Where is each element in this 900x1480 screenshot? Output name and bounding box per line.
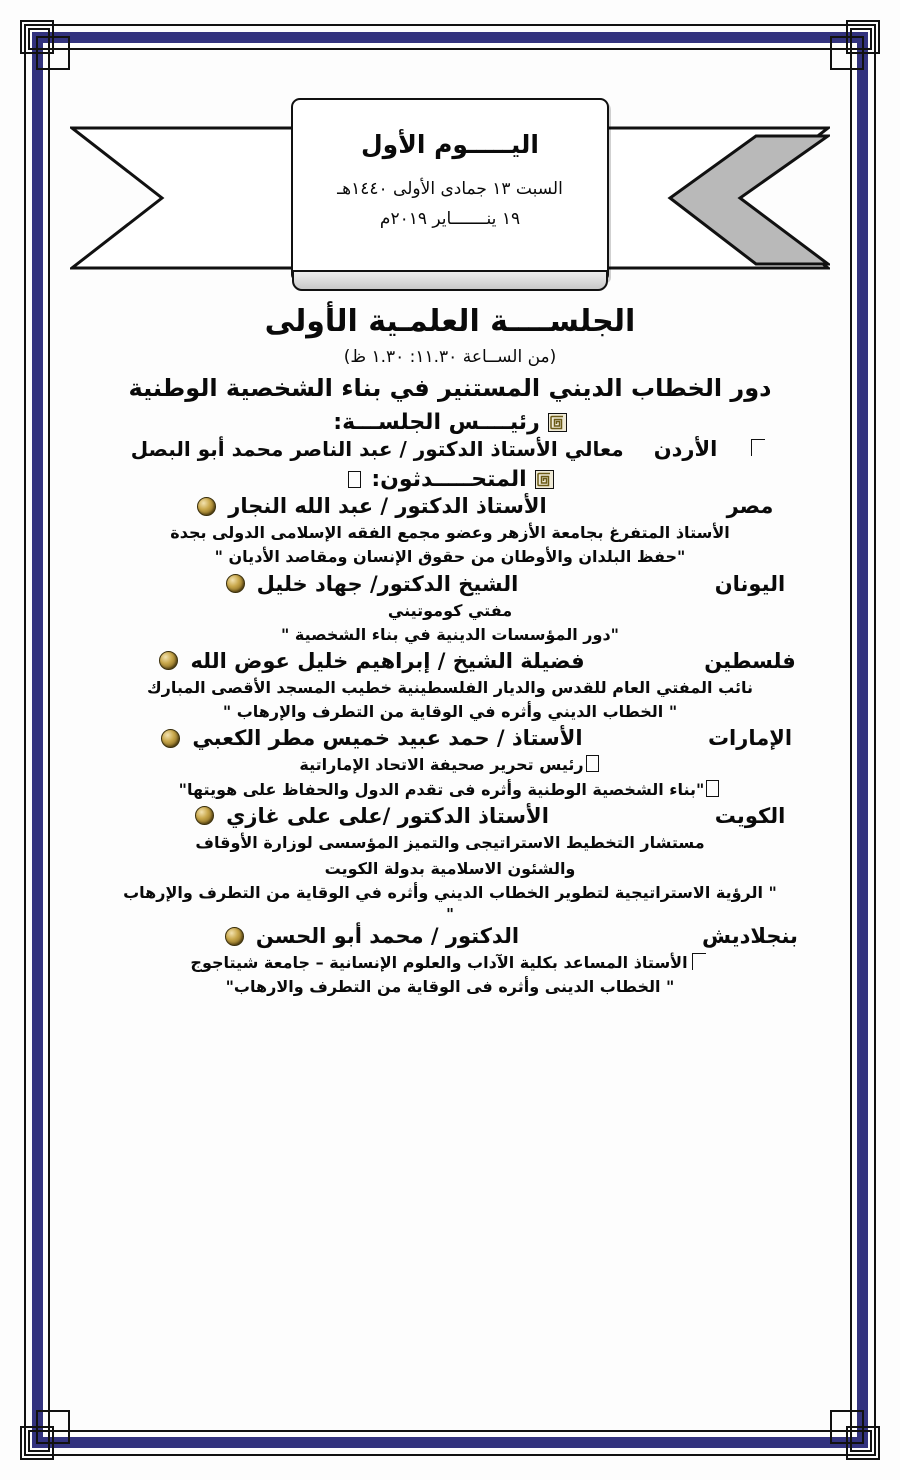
ribbon-tail-right-icon [580,124,830,272]
day-gregorian-date: ١٩ ينـــــــاير ٢٠١٩م [379,208,521,229]
speaker-entry [60,572,840,646]
speaker-entry [60,726,840,800]
speaker-bullet-icon [161,729,180,748]
speaker-affiliation-line2: والشئون الاسلامية بدولة الكويت [324,858,576,878]
chair-row [60,437,840,461]
speaker-paper-row [60,778,840,801]
speaker-country: اليونان [714,571,786,596]
spiral-ornament-icon [535,470,554,489]
chair-label-row [60,410,840,435]
speaker-paper-title: " الرؤية الاستراتيجية لتطوير الخطاب الديني وأثره في الوقاية من التطرف والإرهاب [123,883,777,903]
session-title: الجلســــة العلمـية الأولى [264,304,636,339]
speaker-entry [60,924,840,998]
speaker-affiliation: الأستاذ المساعد بكلية الآداب والعلوم الإنسانية – جامعة شيتاجوج [190,953,688,973]
speaker-affiliation: مستشار التخطيط الاستراتيجى والتميز المؤسسى لوزارة الأوقاف [195,832,705,852]
speaker-affiliation: مفتي كوموتيني [387,600,513,620]
missing-glyph-box [751,439,765,456]
day-banner [60,98,840,298]
speaker-affiliation-row [60,951,840,974]
speaker-entry [60,804,840,923]
missing-glyph-box [706,780,719,797]
speaker-country: مصر [726,494,774,519]
speaker-affiliation-row [60,753,840,776]
speaker-head-row [60,494,840,518]
chair-name: معالي الأستاذ الدكتور / عبد الناصر محمد أبو البصل [130,437,624,462]
speaker-entry [60,494,840,568]
speaker-paper-title: "بناء الشخصية الوطنية وأثره فى تقدم الدول والحفاظ على هويتها" [178,779,705,799]
speaker-paper-title-tail: " [446,905,454,924]
speaker-country: فلسطين [704,648,796,673]
speaker-country: بنجلاديش [702,924,798,949]
day-hijri-date: السبت ١٣ جمادى الأولى ١٤٤٠هـ [337,179,563,199]
speaker-country: الإمارات [707,726,793,751]
banner-curl [292,270,608,291]
speaker-head-row [60,572,840,596]
ribbon-tail-left-icon [70,124,320,272]
speaker-name: الشيخ الدكتور/ جهاد خليل [256,571,519,596]
speaker-affiliation: الأستاذ المتفرغ بجامعة الأزهر وعضو مجمع الفقه الإسلامى الدولى بجدة [170,523,730,543]
session-time: (من الســاعة ١١.٣٠: ١.٣٠ ظ) [343,347,557,367]
speaker-head-row [60,649,840,673]
speaker-bullet-icon [159,651,178,670]
day-banner-plate [291,98,609,280]
speaker-country: الكويت [714,803,786,828]
speaker-paper-title: "حفظ البلدان والأوطان من حقوق الإنسان ومقاصد الأديان " [214,547,686,567]
speaker-bullet-icon [197,497,216,516]
speaker-head-row [60,924,840,948]
chair-label: رئيــــس الجلســـة: [333,410,540,436]
day-title: اليـــــوم الأول [360,130,539,159]
speaker-name: الأستاذ الدكتور / عبد الله النجار [228,494,547,519]
missing-glyph-box [692,953,706,970]
speaker-name: الأستاذ / حمد عبيد خميس مطر الكعبي [192,726,583,751]
speaker-bullet-icon [195,806,214,825]
missing-glyph-box [348,471,361,488]
speaker-entry [60,649,840,723]
speaker-paper-title: "دور المؤسسات الدينية في بناء الشخصية " [280,624,619,644]
chair-country: الأردن [653,437,718,462]
speaker-affiliation: رئيس تحرير صحيفة الاتحاد الإماراتية [299,755,584,775]
speakers-label: المتحـــــدثون: [371,467,527,493]
speaker-paper-title: " الخطاب الدينى وأثره فى الوقاية من التطرف والارهاب" [225,977,675,997]
speaker-head-row [60,804,840,828]
session-theme: دور الخطاب الديني المستنير في بناء الشخصية الوطنية [128,374,772,402]
speaker-head-row [60,726,840,750]
speaker-name: الدكتور / محمد أبو الحسن [255,924,520,949]
speaker-paper-title: " الخطاب الديني وأثره في الوقاية من التطرف والإرهاب " [222,702,678,722]
speaker-bullet-icon [226,574,245,593]
speakers-label-row [60,467,840,492]
program-content [60,60,840,1420]
speaker-affiliation: نائب المفتي العام للقدس والديار الفلسطينية خطيب المسجد الأقصى المبارك [146,677,754,697]
spiral-ornament-icon [548,413,567,432]
missing-glyph-box [586,755,599,772]
speaker-name: فضيلة الشيخ / إبراهيم خليل عوض الله [190,648,585,673]
speaker-bullet-icon [225,927,244,946]
speaker-name: الأستاذ الدكتور /على على غازي [226,803,549,828]
